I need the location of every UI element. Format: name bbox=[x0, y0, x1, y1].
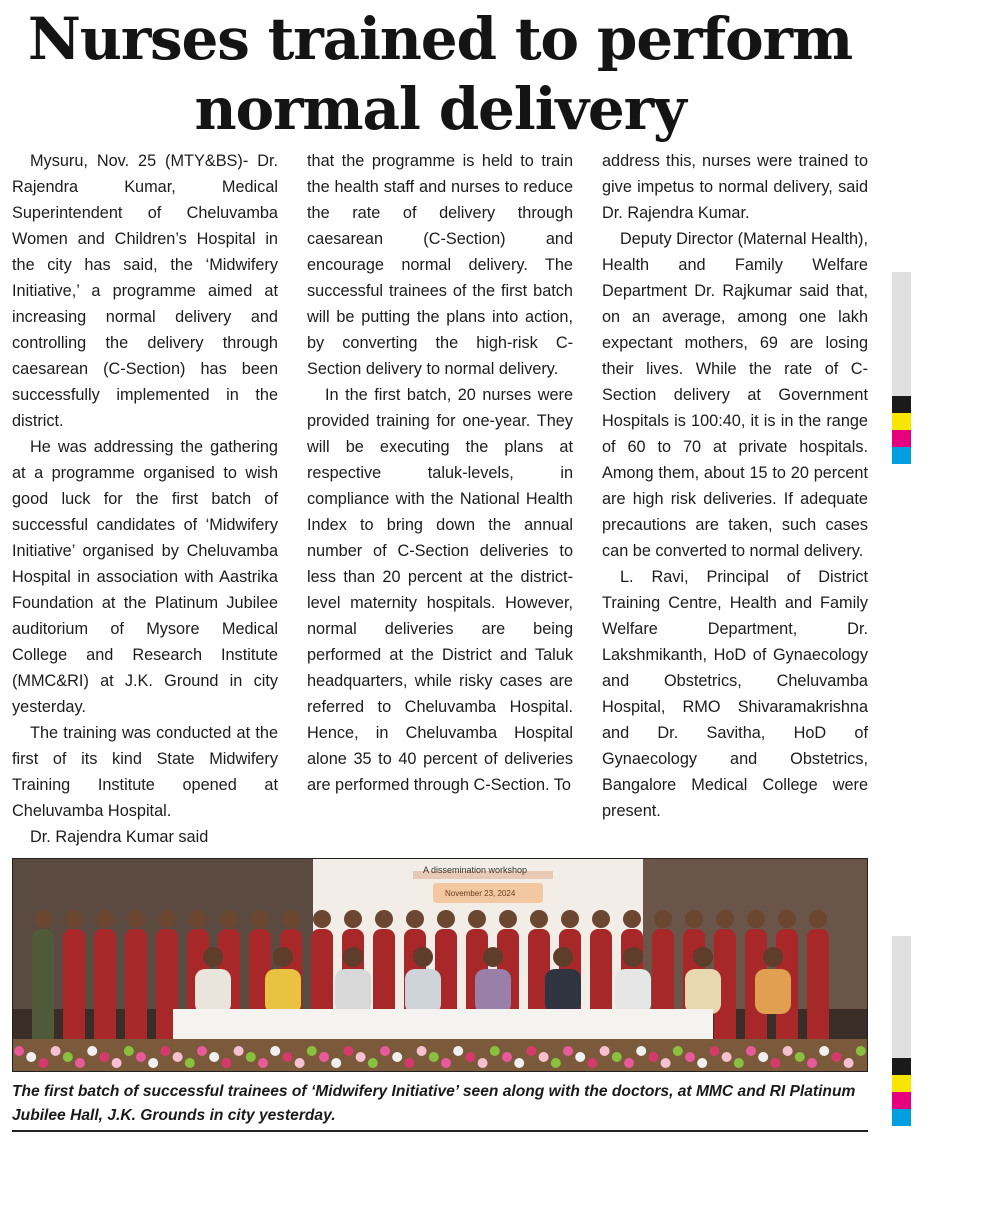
flower-decoration bbox=[575, 1052, 585, 1062]
flower-decoration bbox=[343, 1046, 353, 1056]
registration-mark-black bbox=[892, 1058, 911, 1075]
flower-decoration bbox=[502, 1052, 512, 1062]
flower-decoration bbox=[185, 1058, 195, 1068]
flower-decoration bbox=[465, 1052, 475, 1062]
paragraph: Mysuru, Nov. 25 (MTY&BS)- Dr. Rajendra Kumar, Medical Superintendent of Cheluvamba Women and Children’s Hospital in the city has said, the ‘Midwifery Initiative,’ a programme aimed at increasing normal delivery and controlling the delivery through caesarean (C-Section) has been successfully implemented in the district. bbox=[12, 152, 278, 430]
flower-decoration bbox=[770, 1058, 780, 1068]
flower-decoration bbox=[636, 1046, 646, 1056]
flower-decoration bbox=[51, 1046, 61, 1056]
flower-decoration bbox=[331, 1058, 341, 1068]
registration-mark-grey bbox=[892, 936, 911, 1058]
flower-decoration bbox=[478, 1058, 488, 1068]
paragraph: The training was conducted at the first of its kind State Midwifery Training Institute opened at Cheluvamba Hospital. bbox=[12, 724, 278, 820]
flower-decoration bbox=[709, 1046, 719, 1056]
flower-decoration bbox=[246, 1052, 256, 1062]
flower-decoration bbox=[746, 1046, 756, 1056]
article-column-1 bbox=[12, 148, 278, 850]
registration-mark-black bbox=[892, 396, 911, 413]
flower-decoration bbox=[697, 1058, 707, 1068]
flower-decoration bbox=[819, 1046, 829, 1056]
flower-decoration bbox=[783, 1046, 793, 1056]
flower-decoration bbox=[831, 1052, 841, 1062]
flower-decoration bbox=[221, 1058, 231, 1068]
flower-decoration bbox=[319, 1052, 329, 1062]
flower-decoration bbox=[441, 1058, 451, 1068]
flower-decoration bbox=[258, 1058, 268, 1068]
flower-decoration bbox=[563, 1046, 573, 1056]
flower-decoration bbox=[63, 1052, 73, 1062]
standing-person bbox=[63, 910, 85, 1049]
caption-rule bbox=[12, 1130, 868, 1132]
flower-decoration bbox=[490, 1046, 500, 1056]
flower-decoration bbox=[87, 1046, 97, 1056]
paragraph: Deputy Director (Maternal Health), Health and Family Welfare Department Dr. Rajkumar said that, on an average, among one lakh expectant mothers, 69 are losing their lives. While the rate of C-Section delivery at Government Hospitals is 100:40, it is in the range of 60 to 70 at private hospitals. Among them, about 15 to 20 percent are high risk deliveries. If adequate precautions are taken, such cases can be converted to normal delivery. bbox=[602, 230, 868, 560]
paragraph: address this, nurses were trained to give impetus to normal delivery, said Dr. Rajendra Kumar. bbox=[602, 152, 868, 222]
flower-decoration bbox=[160, 1046, 170, 1056]
registration-marks-bottom bbox=[892, 936, 911, 1126]
standing-person bbox=[94, 910, 116, 1049]
flower-decoration bbox=[417, 1046, 427, 1056]
registration-mark-grey bbox=[892, 272, 911, 396]
flower-decoration bbox=[758, 1052, 768, 1062]
registration-mark-yellow bbox=[892, 413, 911, 430]
flower-decoration bbox=[673, 1046, 683, 1056]
flower-decoration bbox=[392, 1052, 402, 1062]
flower-decoration bbox=[136, 1052, 146, 1062]
flower-decoration bbox=[648, 1052, 658, 1062]
flower-decoration bbox=[795, 1052, 805, 1062]
flower-decoration bbox=[124, 1046, 134, 1056]
paragraph: Dr. Rajendra Kumar said bbox=[30, 828, 209, 846]
flower-decoration bbox=[173, 1052, 183, 1062]
flower-decoration bbox=[429, 1052, 439, 1062]
flower-decoration bbox=[14, 1046, 24, 1056]
flower-decoration bbox=[209, 1052, 219, 1062]
article-column-2 bbox=[307, 148, 573, 798]
flower-decoration bbox=[612, 1052, 622, 1062]
flower-decoration bbox=[722, 1052, 732, 1062]
headline-line-2: normal delivery bbox=[194, 75, 686, 143]
flower-decoration bbox=[234, 1046, 244, 1056]
paragraph: He was addressing the gathering at a programme organised to wish good luck for the first batch of successful candidates of ‘Midwifery Initiative’ organised by Cheluvamba Hospital in association with Aastrika Foundation at the Platinum Jubilee auditorium of Mysore Medical College and Research Institute (MMC&RI) at J.K. Ground in city yesterday. bbox=[12, 438, 278, 716]
registration-mark-yellow bbox=[892, 1075, 911, 1092]
flower-decoration bbox=[600, 1046, 610, 1056]
flower-decoration bbox=[270, 1046, 280, 1056]
article-column-3 bbox=[602, 148, 868, 824]
registration-mark-cyan bbox=[892, 447, 911, 464]
flower-decoration bbox=[856, 1046, 866, 1056]
registration-marks-top bbox=[892, 272, 911, 464]
flower-decoration bbox=[844, 1058, 854, 1068]
registration-mark-magenta bbox=[892, 430, 911, 447]
standing-person bbox=[32, 910, 54, 1049]
flower-decoration bbox=[404, 1058, 414, 1068]
headline-line-1: Nurses trained to perform bbox=[27, 5, 853, 73]
flower-decoration bbox=[453, 1046, 463, 1056]
flower-decoration bbox=[661, 1058, 671, 1068]
flower-decoration bbox=[807, 1058, 817, 1068]
flower-decoration bbox=[112, 1058, 122, 1068]
flower-decoration bbox=[685, 1052, 695, 1062]
group-photo bbox=[12, 858, 868, 1072]
flower-decoration bbox=[551, 1058, 561, 1068]
flower-decoration bbox=[75, 1058, 85, 1068]
flower-decoration bbox=[307, 1046, 317, 1056]
headline bbox=[10, 4, 870, 144]
flower-decoration bbox=[368, 1058, 378, 1068]
standing-person bbox=[807, 910, 829, 1049]
registration-mark-cyan bbox=[892, 1109, 911, 1126]
flower-decoration bbox=[624, 1058, 634, 1068]
flower-decoration bbox=[26, 1052, 36, 1062]
flower-decoration bbox=[380, 1046, 390, 1056]
banner-title: A dissemination workshop bbox=[423, 865, 528, 875]
paragraph: In the first batch, 20 nurses were provided training for one-year. They will be executing the plans at respective taluk-levels, in compliance with the National Health Index to bring down the annual number of C-Section deliveries to less than 20 percent at the district-level maternity hospitals. However, normal deliveries are being performed at the District and Taluk headquarters, while risky cases are referred to Cheluvamba Hospital. Hence, in Cheluvamba Hospital alone 35 to 40 percent of deliveries are performed through C-Section. To bbox=[307, 386, 573, 794]
registration-mark-magenta bbox=[892, 1092, 911, 1109]
photo-caption: The first batch of successful trainees of ‘Midwifery Initiative’ seen along with the doctors, at MMC and RI Platinum Jubilee Hall, J.K. Grounds in city yesterday. bbox=[12, 1083, 856, 1124]
group-photo-illustration bbox=[13, 859, 867, 1071]
banner-date: November 23, 2024 bbox=[445, 889, 516, 898]
flower-decoration bbox=[38, 1058, 48, 1068]
flower-decoration bbox=[295, 1058, 305, 1068]
flower-decoration bbox=[99, 1052, 109, 1062]
flower-decoration bbox=[734, 1058, 744, 1068]
flower-decoration bbox=[197, 1046, 207, 1056]
flower-decoration bbox=[526, 1046, 536, 1056]
flower-decoration bbox=[282, 1052, 292, 1062]
paragraph: L. Ravi, Principal of District Training Centre, Health and Family Welfare Department, Dr. Lakshmikanth, HoD of Gynaecology and Obstetrics, Cheluvamba Hospital, RMO Shivaramakrishna and Dr. Savitha, HoD of Gynaecology and Obstetrics, Bangalore Medical College were present. bbox=[602, 568, 868, 820]
flower-decoration bbox=[148, 1058, 158, 1068]
flower-decoration bbox=[514, 1058, 524, 1068]
flower-decoration bbox=[539, 1052, 549, 1062]
flower-decoration bbox=[356, 1052, 366, 1062]
flower-decoration bbox=[587, 1058, 597, 1068]
standing-person bbox=[125, 910, 147, 1049]
paragraph: that the programme is held to train the health staff and nurses to reduce the rate of delivery through caesarean (C-Section) and encourage normal delivery. The successful trainees of the first batch will be putting the plans into action, by converting the high-risk C-Section delivery to normal delivery. bbox=[307, 152, 573, 378]
